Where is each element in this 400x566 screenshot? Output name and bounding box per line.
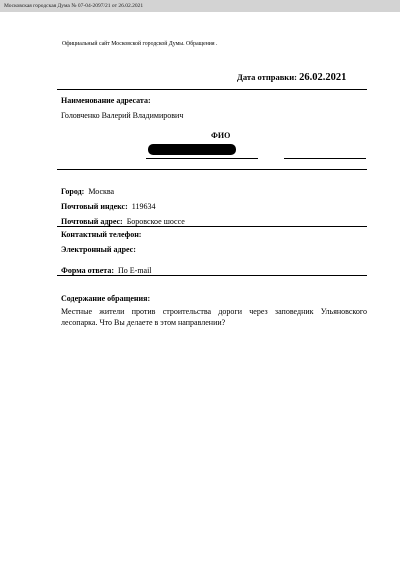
divider (57, 275, 367, 276)
send-date-label: Дата отправки: (237, 72, 297, 82)
send-date (237, 72, 346, 83)
city-value: Москва (88, 187, 115, 196)
postal-code-value: 119634 (131, 202, 156, 211)
divider (57, 169, 367, 170)
send-date-value: 26.02.2021 (299, 72, 347, 83)
divider (57, 89, 367, 90)
addressee-value: Головченко Валерий Владимирович (61, 111, 184, 120)
appeal-text: Местные жители против строительства дороги через заповедник Ульяновского лесопарка. Что Вы делаете в этом направлении? (61, 307, 367, 327)
site-title: Официальный сайт Московской городской Думы. Обращения . (62, 41, 218, 47)
redacted-name (148, 144, 236, 155)
addressee-label: Наименование адресата: (61, 96, 151, 105)
email-label: Электронный адрес: (61, 245, 136, 254)
appeal-label: Содержание обращения: (61, 294, 151, 303)
response-form-value: По E-mail (117, 266, 152, 275)
response-form-label: Форма ответа: (61, 266, 114, 275)
header-bar: Московская городская Дума № 07-04-2097/21 от 26.02.2021 (0, 0, 400, 12)
postal-address-value: Боровское шоссе (126, 217, 185, 226)
fio-label: ФИО (211, 131, 231, 140)
city-label: Город: (61, 187, 85, 196)
fio-underline-right (284, 158, 366, 159)
postal-address-label: Почтовый адрес: (61, 217, 123, 226)
contact-phone-label: Контактный телефон: (61, 230, 142, 239)
fio-underline-left (146, 158, 258, 159)
postal-code-label: Почтовый индекс: (61, 202, 128, 211)
divider (57, 226, 367, 227)
